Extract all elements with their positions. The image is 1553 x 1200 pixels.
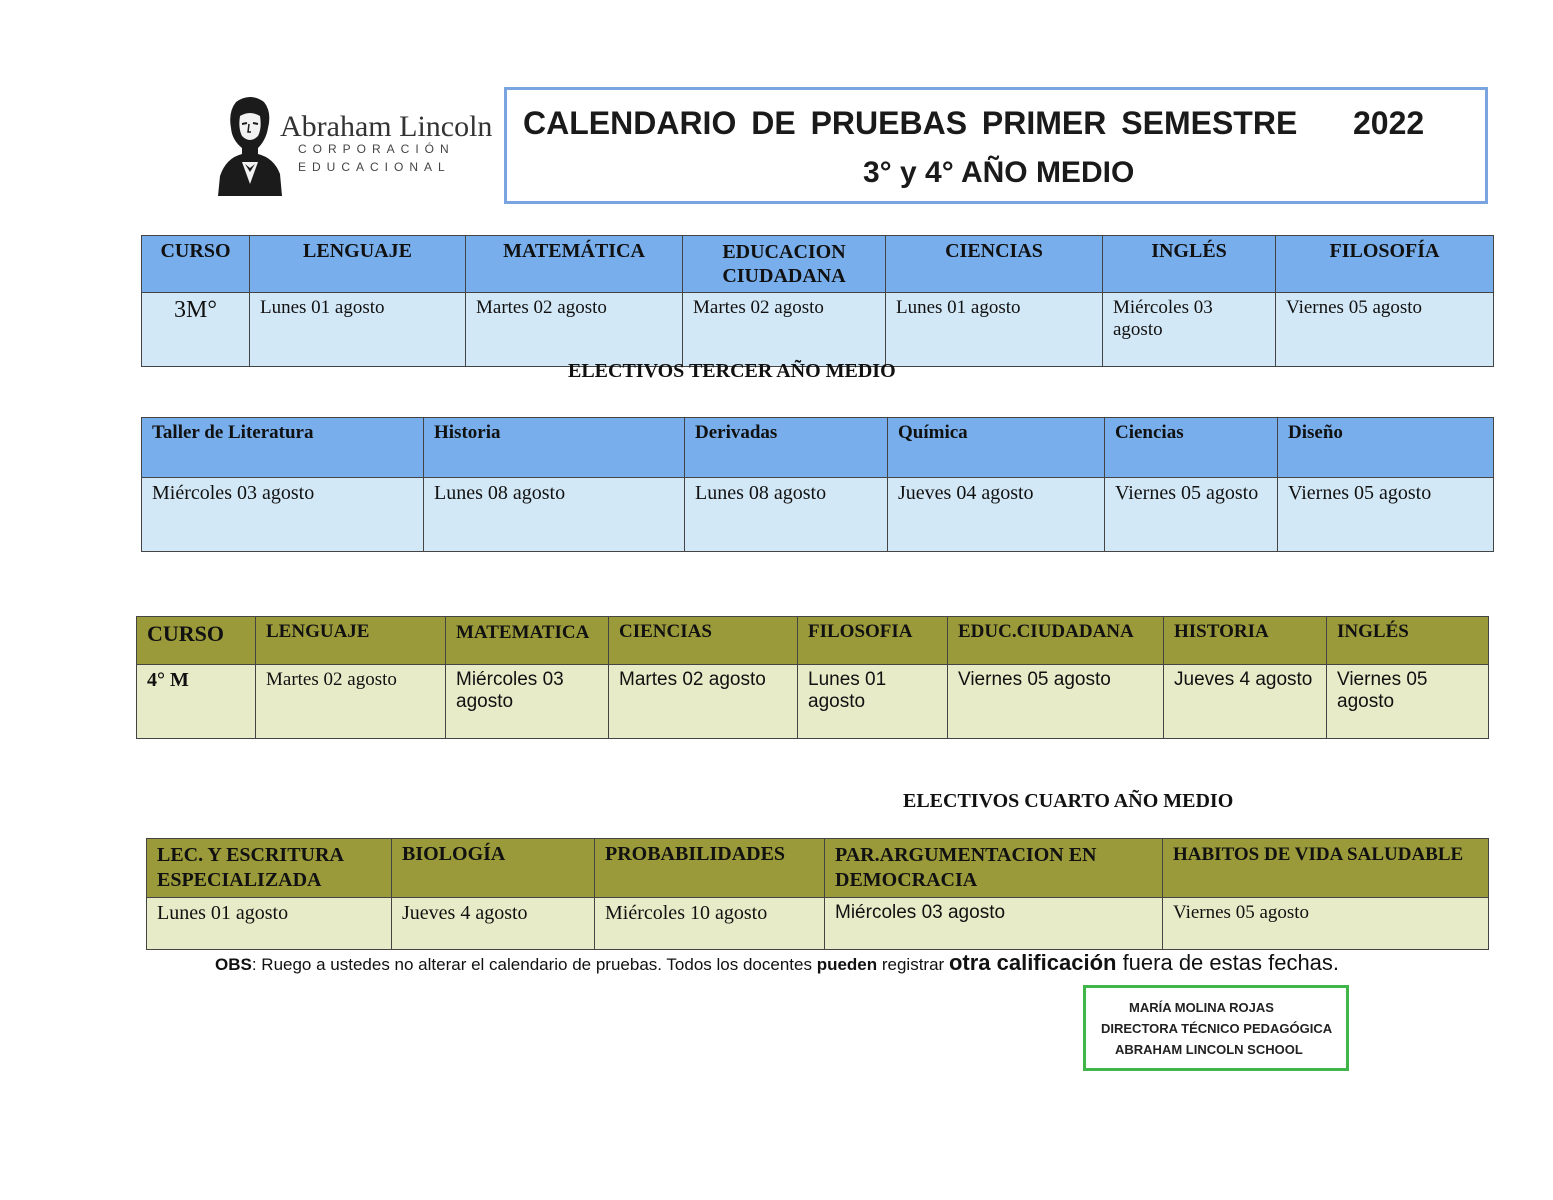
header-historia: Historia (424, 418, 685, 478)
cell-educacion-ciudadana: Martes 02 agosto (683, 293, 886, 367)
cell-filosofia: Viernes 05 agosto (1276, 293, 1494, 367)
obs-bold-1: pueden (816, 955, 878, 974)
header-educacion-ciudadana: EDUCACION CIUDADANA (683, 236, 886, 293)
cell-biologia: Jueves 4 agosto (392, 898, 595, 950)
header-lenguaje-4m: LENGUAJE (256, 617, 446, 665)
obs-text-2: registrar (877, 955, 949, 974)
header-taller-literatura: Taller de Literatura (142, 418, 424, 478)
header-ciencias-4m: CIENCIAS (609, 617, 798, 665)
signature-school: ABRAHAM LINCOLN SCHOOL (1115, 1042, 1303, 1057)
cell-lenguaje: Lunes 01 agosto (250, 293, 466, 367)
cell-ciencias: Lunes 01 agosto (886, 293, 1103, 367)
table-4m (136, 616, 1489, 739)
logo-subtitle-2: EDUCACIONAL (298, 160, 451, 174)
electivos-cuarto-title: ELECTIVOS CUARTO AÑO MEDIO (903, 790, 1234, 812)
header-lec-escritura: LEC. Y ESCRITURA ESPECIALIZADA (147, 839, 392, 898)
header-curso: CURSO (142, 236, 250, 293)
cell-diseno: Viernes 05 agosto (1278, 478, 1494, 552)
page-subtitle: 3° y 4° AÑO MEDIO (863, 156, 1135, 189)
header-educ-ciudadana-4m: EDUC.CIUDADANA (948, 617, 1164, 665)
cell-quimica: Jueves 04 agosto (888, 478, 1105, 552)
header-diseno: Diseño (1278, 418, 1494, 478)
page-title: CALENDARIO DE PRUEBAS PRIMER SEMESTRE (523, 105, 1298, 141)
page-year: 2022 (1353, 105, 1425, 141)
signature-name: MARÍA MOLINA ROJAS (1129, 1000, 1274, 1015)
table-electivos-4 (146, 838, 1489, 950)
cell-ciencias-electivo: Viernes 05 agosto (1105, 478, 1278, 552)
cell-ingles: Miércoles 03 agosto (1103, 293, 1276, 367)
header-historia-4m: HISTORIA (1164, 617, 1327, 665)
lincoln-portrait-icon (218, 94, 282, 196)
cell-historia-4m: Jueves 4 agosto (1164, 665, 1327, 739)
table-3m (141, 235, 1494, 367)
cell-curso: 3M° (142, 293, 250, 367)
cell-educ-ciudadana-4m: Viernes 05 agosto (948, 665, 1164, 739)
cell-probabilidades: Miércoles 10 agosto (595, 898, 825, 950)
cell-argumentacion: Miércoles 03 agosto (825, 898, 1163, 950)
obs-bold-2: otra calificación (948, 950, 1117, 975)
cell-historia: Lunes 08 agosto (424, 478, 685, 552)
observation-note (215, 950, 1339, 976)
cell-ingles-4m: Viernes 05 agosto (1327, 665, 1489, 739)
header-ciencias: CIENCIAS (886, 236, 1103, 293)
header-filosofia-4m: FILOSOFIA (798, 617, 948, 665)
header-argumentacion: PAR.ARGUMENTACION EN DEMOCRACIA (825, 839, 1163, 898)
header-matematica: MATEMÁTICA (466, 236, 683, 293)
header-habitos-vida: HABITOS DE VIDA SALUDABLE (1163, 839, 1489, 898)
cell-matematica-4m: Miércoles 03 agosto (446, 665, 609, 739)
table-electivos-3 (141, 417, 1494, 552)
obs-label: OBS (215, 955, 252, 974)
cell-filosofia-4m: Lunes 01 agosto (798, 665, 948, 739)
header-ciencias-electivo: Ciencias (1105, 418, 1278, 478)
cell-habitos-vida: Viernes 05 agosto (1163, 898, 1489, 950)
cell-curso-4m: 4° M (137, 665, 256, 739)
electivos-tercer-title: ELECTIVOS TERCER AÑO MEDIO (568, 360, 896, 382)
header-curso-4m: CURSO (137, 617, 256, 665)
header-lenguaje: LENGUAJE (250, 236, 466, 293)
header-probabilidades: PROBABILIDADES (595, 839, 825, 898)
cell-taller-literatura: Miércoles 03 agosto (142, 478, 424, 552)
header-biologia: BIOLOGÍA (392, 839, 595, 898)
logo-subtitle-1: CORPORACIÓN (298, 142, 455, 156)
school-logo (218, 92, 493, 197)
header-ingles: INGLÉS (1103, 236, 1276, 293)
header-filosofia: FILOSOFÍA (1276, 236, 1494, 293)
title-box (504, 87, 1488, 204)
obs-text-1: : Ruego a ustedes no alterar el calendario de pruebas. Todos los docentes (251, 955, 817, 974)
header-matematica-4m: MATEMATICA (446, 617, 609, 665)
cell-lec-escritura: Lunes 01 agosto (147, 898, 392, 950)
obs-text-3: fuera de estas fechas. (1116, 950, 1340, 975)
cell-lenguaje-4m: Martes 02 agosto (256, 665, 446, 739)
header-ingles-4m: INGLÉS (1327, 617, 1489, 665)
signature-box (1083, 985, 1349, 1071)
cell-derivadas: Lunes 08 agosto (685, 478, 888, 552)
cell-matematica: Martes 02 agosto (466, 293, 683, 367)
cell-ciencias-4m: Martes 02 agosto (609, 665, 798, 739)
header-quimica: Química (888, 418, 1105, 478)
logo-name: Abraham Lincoln (280, 110, 493, 143)
header-derivadas: Derivadas (685, 418, 888, 478)
signature-role: DIRECTORA TÉCNICO PEDAGÓGICA (1101, 1021, 1333, 1036)
